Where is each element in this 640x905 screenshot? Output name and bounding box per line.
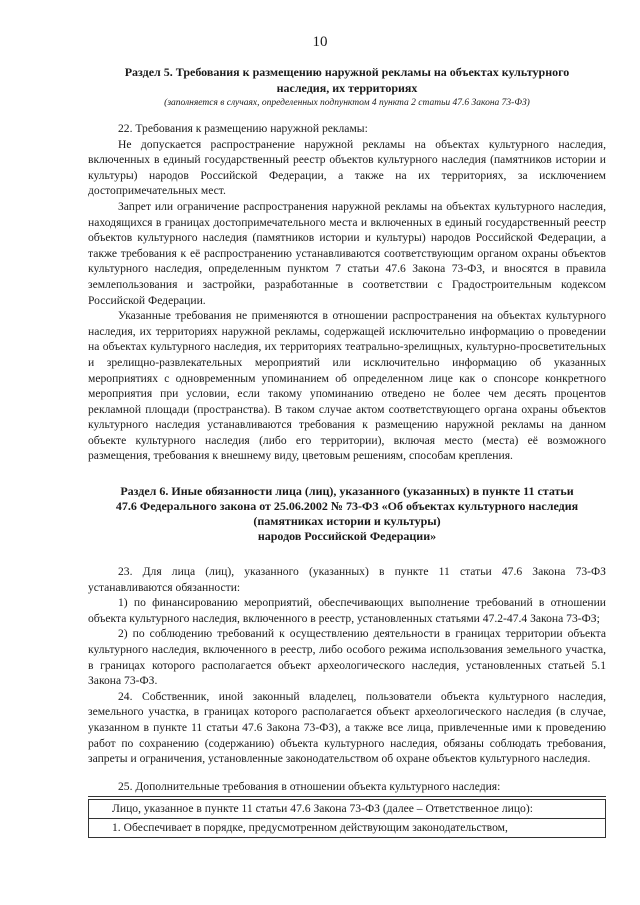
item-22-heading: 22. Требования к размещению наружной рекламы:: [118, 122, 368, 135]
item-23-1: 1) по финансированию мероприятий, обеспечивающих выполнение требований в отношении объекта культурного наследия, включенного в реестр, установленных статьями 47.2-47.4 Закона 73-ФЗ;: [88, 596, 606, 625]
section-6-title-line3: (памятниках истории и культуры): [253, 514, 441, 529]
page-number: 10: [312, 34, 328, 50]
section-5-title: [88, 64, 606, 96]
section-6: [88, 484, 606, 767]
item-23: 23. Для лица (лиц), указанного (указанных) в пункте 11 статьи 47.6 Закона 73-ФЗ устанавливаются обязанности:: [88, 565, 606, 594]
section-5-note: (заполняется в случаях, определенных подпунктом 4 пункта 2 статьи 47.6 Закона 73-ФЗ): [164, 98, 530, 108]
section-5-paragraph-1: Не допускается распространение наружной рекламы на объектах культурного наследия, включенных в единый государственный реестр объектов культурного наследия (памятников истории и культуры) народов Российской Федерации, а также на их территориях, за исключением достопримечательных мест.: [88, 137, 606, 198]
section-6-title-line2: 47.6 Федерального закона от 25.06.2002 № 73-ФЗ «Об объектах культурного наследия: [115, 499, 579, 514]
item-25-heading: 25. Дополнительные требования в отношении объекта культурного наследия:: [88, 779, 606, 798]
item-24: 24. Собственник, иной законный владелец, пользователи объекта культурного наследия, земельного участка, в границах которого располагается объект археологического наследия (в случае, указанном в пункте 11 статьи 47.6 Закона 73-ФЗ), а также все лица, привлеченные ими к проведению работ по сохранению (содержанию) объекта культурного наследия, обязаны соблюдать требования, запреты и ограничения, установленные законодательством об охране объектов культурного наследия.: [88, 689, 606, 766]
section-5: [88, 64, 606, 464]
section-6-title-line4: народов Российской Федерации»: [257, 529, 437, 544]
responsible-person-line: Лицо, указанное в пункте 11 статьи 47.6 Закона 73-ФЗ (далее – Ответственное лицо):: [88, 799, 606, 819]
section-6-title-line1: Раздел 6. Иные обязанности лица (лиц), указанного (указанных) в пункте 11 статьи: [120, 484, 574, 499]
obligation-1-line: 1. Обеспечивает в порядке, предусмотренном действующим законодательством,: [88, 819, 606, 838]
section-5-title-line2: наследия, их территориях: [276, 81, 418, 95]
document-body: [88, 64, 606, 838]
section-6-title: [88, 484, 606, 544]
section-5-paragraph-3: Указанные требования не применяются в отношении распространения на объектах культурного наследия, их территориях наружной рекламы, содержащей исключительно информацию о проведении на объектах культурного наследия, их территориях театрально-зрелищных, культурно-просветительных и зрелищно-развлекательных мероприятий или исключительно информацию об указанных мероприятиях с одновременным упоминанием об определенном лице как о спонсоре конкретного мероприятия при условии, если такому упоминанию отведено не более чем десять процентов рекламной площади (пространства). В таком случае актом соответствующего органа охраны объектов культурного наследия устанавливаются требования к размещению наружной рекламы на данном объекте культурного наследия (либо его территории), включая место (места) её возможного размещения, требования к внешнему виду, цветовым решениям, способам крепления.: [88, 309, 606, 463]
section-5-title-line1: Раздел 5. Требования к размещению наружной рекламы на объектах культурного: [124, 65, 570, 79]
section-5-paragraph-2: Запрет или ограничение распространения наружной рекламы на объектах культурного наследия, находящихся в границах достопримечательного места и включенных в единый государственный реестр объектов культурного наследия (памятников истории и культуры) народов Российской Федерации, а также требования к её распространению устанавливаются соответствующим органом охраны объектов культурного наследия, определенным пунктом 7 статьи 47.6 Закона 73-ФЗ, и вносятся в правила землепользования и застройки, разработанные в соответствии с Градостроительным кодексом Российской Федерации.: [88, 199, 606, 307]
item-23-2: 2) по соблюдению требований к осуществлению деятельности в границах территории объекта культурного наследия, включенного в реестр, либо особого режима использования земельного участка, в границах которого располагается объект археологического наследия, установленных статьей 5.1 Закона 73-ФЗ.: [88, 627, 606, 688]
section-7: [88, 779, 606, 838]
